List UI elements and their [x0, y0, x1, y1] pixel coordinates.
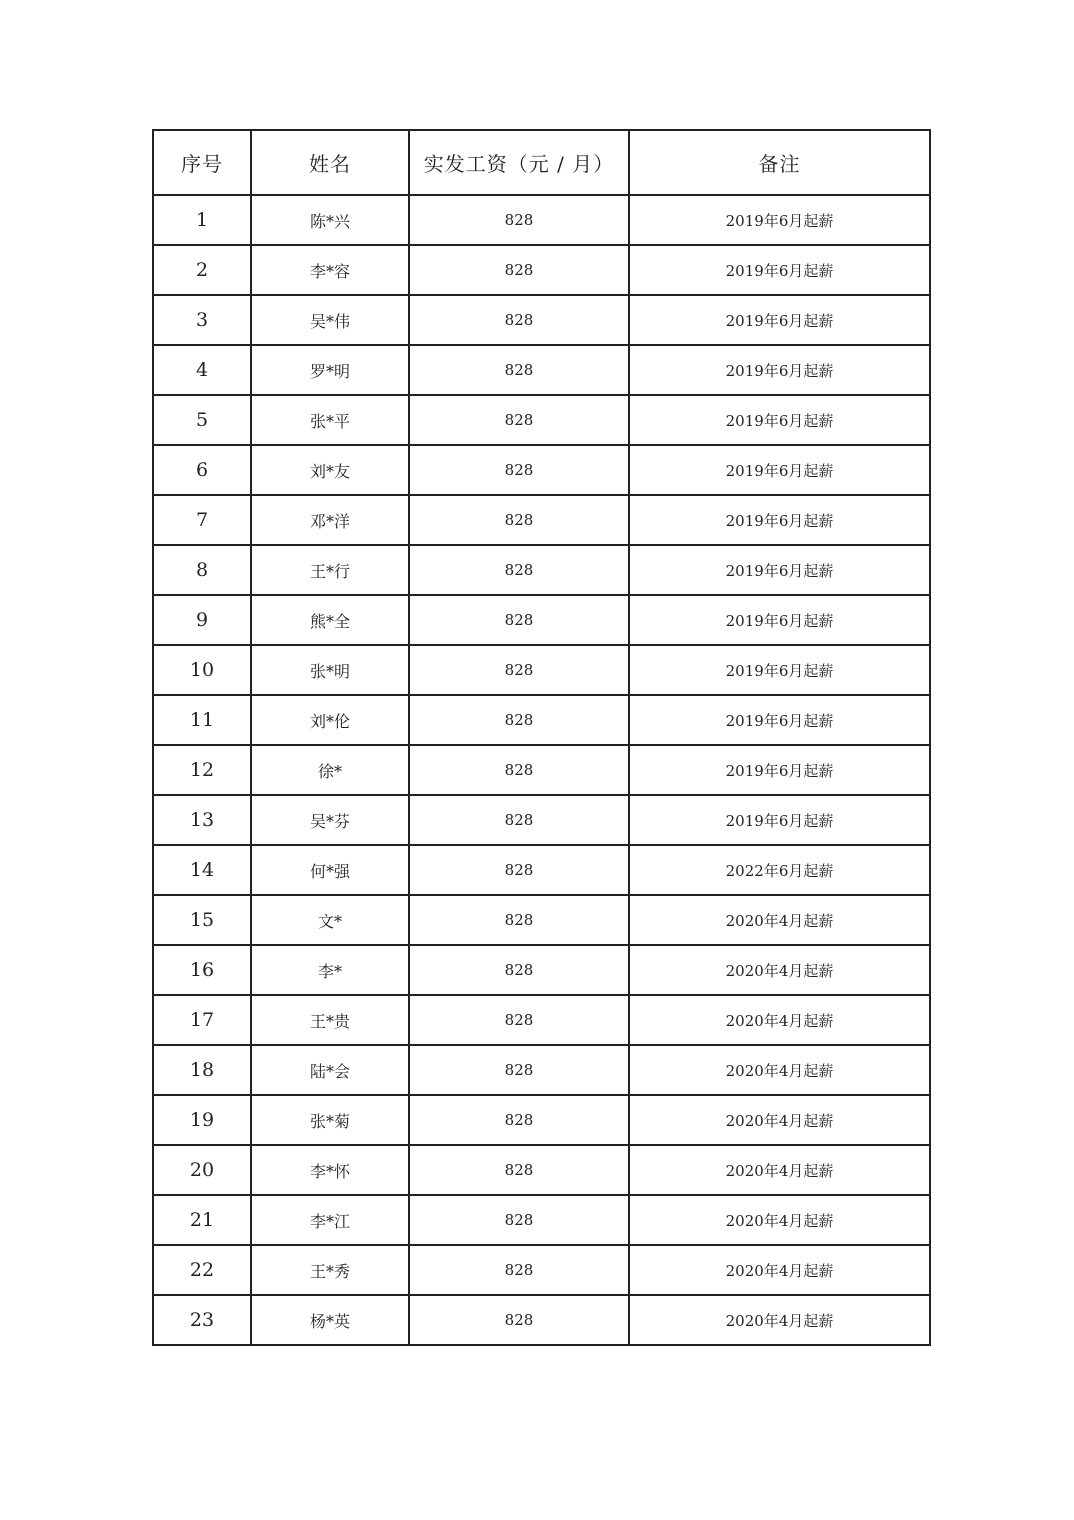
row-serial-number: 9 [153, 595, 251, 645]
header-remarks: 备注 [629, 130, 930, 195]
table-row [153, 1195, 930, 1245]
row-name: 杨*英 [251, 1295, 409, 1345]
row-serial-number: 23 [153, 1295, 251, 1345]
row-name: 李*怀 [251, 1145, 409, 1195]
row-serial-number: 11 [153, 695, 251, 745]
row-name: 吴*伟 [251, 295, 409, 345]
row-actual-salary: 828 [409, 845, 629, 895]
row-serial-number: 1 [153, 195, 251, 245]
row-actual-salary: 828 [409, 445, 629, 495]
row-remarks: 2019年6月起薪 [629, 395, 930, 445]
table-row [153, 345, 930, 395]
table-row [153, 795, 930, 845]
row-name: 王*贵 [251, 995, 409, 1045]
row-remarks: 2019年6月起薪 [629, 295, 930, 345]
row-actual-salary: 828 [409, 1045, 629, 1095]
row-actual-salary: 828 [409, 745, 629, 795]
row-name: 刘*友 [251, 445, 409, 495]
row-remarks: 2020年4月起薪 [629, 1195, 930, 1245]
row-actual-salary: 828 [409, 245, 629, 295]
row-serial-number: 14 [153, 845, 251, 895]
header-actual-salary: 实发工资（元 / 月） [409, 130, 629, 195]
table-row [153, 645, 930, 695]
header-serial-number: 序号 [153, 130, 251, 195]
row-name: 李*江 [251, 1195, 409, 1245]
row-remarks: 2019年6月起薪 [629, 195, 930, 245]
row-remarks: 2019年6月起薪 [629, 595, 930, 645]
table-row [153, 995, 930, 1045]
row-name: 熊*全 [251, 595, 409, 645]
row-serial-number: 22 [153, 1245, 251, 1295]
row-remarks: 2020年4月起薪 [629, 995, 930, 1045]
table-row [153, 1145, 930, 1195]
row-actual-salary: 828 [409, 295, 629, 345]
table-row [153, 845, 930, 895]
row-remarks: 2019年6月起薪 [629, 445, 930, 495]
row-name: 张*菊 [251, 1095, 409, 1145]
table-row [153, 695, 930, 745]
table-row [153, 545, 930, 595]
row-serial-number: 8 [153, 545, 251, 595]
table-row [153, 295, 930, 345]
row-serial-number: 4 [153, 345, 251, 395]
row-remarks: 2020年4月起薪 [629, 945, 930, 995]
row-remarks: 2019年6月起薪 [629, 745, 930, 795]
row-serial-number: 10 [153, 645, 251, 695]
row-remarks: 2020年4月起薪 [629, 1245, 930, 1295]
row-actual-salary: 828 [409, 1245, 629, 1295]
row-name: 罗*明 [251, 345, 409, 395]
row-name: 李* [251, 945, 409, 995]
row-remarks: 2019年6月起薪 [629, 345, 930, 395]
row-actual-salary: 828 [409, 695, 629, 745]
row-serial-number: 7 [153, 495, 251, 545]
row-serial-number: 6 [153, 445, 251, 495]
row-name: 陈*兴 [251, 195, 409, 245]
row-name: 邓*洋 [251, 495, 409, 545]
row-serial-number: 16 [153, 945, 251, 995]
row-name: 陆*会 [251, 1045, 409, 1095]
row-name: 徐* [251, 745, 409, 795]
table-row [153, 1045, 930, 1095]
row-name: 王*秀 [251, 1245, 409, 1295]
table-row [153, 245, 930, 295]
table-header [153, 130, 930, 195]
row-actual-salary: 828 [409, 1145, 629, 1195]
salary-table [152, 129, 931, 1346]
row-actual-salary: 828 [409, 545, 629, 595]
row-name: 王*行 [251, 545, 409, 595]
row-actual-salary: 828 [409, 395, 629, 445]
row-actual-salary: 828 [409, 895, 629, 945]
row-actual-salary: 828 [409, 345, 629, 395]
row-serial-number: 12 [153, 745, 251, 795]
row-remarks: 2019年6月起薪 [629, 245, 930, 295]
row-name: 何*强 [251, 845, 409, 895]
row-remarks: 2019年6月起薪 [629, 695, 930, 745]
table-row [153, 745, 930, 795]
table-row [153, 1095, 930, 1145]
row-serial-number: 19 [153, 1095, 251, 1145]
row-actual-salary: 828 [409, 1195, 629, 1245]
row-remarks: 2019年6月起薪 [629, 795, 930, 845]
row-remarks: 2020年4月起薪 [629, 1045, 930, 1095]
table-row [153, 1245, 930, 1295]
table-row [153, 395, 930, 445]
header-row [153, 130, 930, 195]
row-serial-number: 13 [153, 795, 251, 845]
table-row [153, 595, 930, 645]
row-remarks: 2019年6月起薪 [629, 645, 930, 695]
row-remarks: 2019年6月起薪 [629, 495, 930, 545]
row-actual-salary: 828 [409, 1095, 629, 1145]
row-actual-salary: 828 [409, 495, 629, 545]
table-row [153, 445, 930, 495]
row-name: 张*明 [251, 645, 409, 695]
row-name: 吴*芬 [251, 795, 409, 845]
row-remarks: 2020年4月起薪 [629, 1295, 930, 1345]
row-serial-number: 5 [153, 395, 251, 445]
header-name: 姓名 [251, 130, 409, 195]
row-name: 张*平 [251, 395, 409, 445]
row-serial-number: 18 [153, 1045, 251, 1095]
row-name: 李*容 [251, 245, 409, 295]
row-name: 刘*伦 [251, 695, 409, 745]
table-row [153, 945, 930, 995]
table-row [153, 195, 930, 245]
row-serial-number: 2 [153, 245, 251, 295]
row-remarks: 2020年4月起薪 [629, 1145, 930, 1195]
row-actual-salary: 828 [409, 945, 629, 995]
row-actual-salary: 828 [409, 1295, 629, 1345]
row-actual-salary: 828 [409, 795, 629, 845]
table-row [153, 1295, 930, 1345]
row-name: 文* [251, 895, 409, 945]
table-row [153, 495, 930, 545]
row-serial-number: 3 [153, 295, 251, 345]
row-remarks: 2022年6月起薪 [629, 845, 930, 895]
row-serial-number: 20 [153, 1145, 251, 1195]
table-body [153, 195, 930, 1345]
row-remarks: 2019年6月起薪 [629, 545, 930, 595]
row-serial-number: 15 [153, 895, 251, 945]
row-actual-salary: 828 [409, 195, 629, 245]
row-serial-number: 17 [153, 995, 251, 1045]
row-remarks: 2020年4月起薪 [629, 895, 930, 945]
row-remarks: 2020年4月起薪 [629, 1095, 930, 1145]
row-actual-salary: 828 [409, 645, 629, 695]
row-actual-salary: 828 [409, 995, 629, 1045]
row-serial-number: 21 [153, 1195, 251, 1245]
row-actual-salary: 828 [409, 595, 629, 645]
table-row [153, 895, 930, 945]
